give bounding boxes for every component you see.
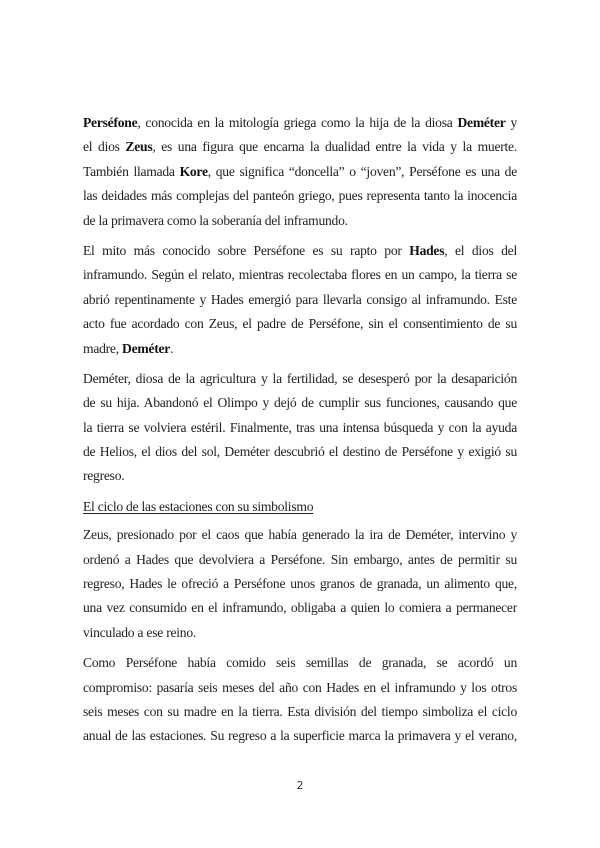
text-run: compromiso: pasaría seis meses del año con Hades en el inframundo y los otros bbox=[83, 679, 517, 695]
text-run: ordenó a Hades que devolviera a Perséfone. Sin embargo, antes de permitir su bbox=[83, 551, 517, 567]
text-run: , conocida en la mitología griega como la hija de la diosa bbox=[137, 115, 458, 130]
text-run: El mito más conocido sobre Perséfone es su rapto por bbox=[83, 242, 410, 258]
text-run: anual de las estaciones. Su regreso a la superficie marca la primavera y el verano, bbox=[83, 728, 517, 744]
bold-term: Perséfone bbox=[83, 115, 138, 130]
text-run: También llamada bbox=[83, 163, 180, 179]
text-line bbox=[83, 676, 517, 700]
text-line bbox=[83, 288, 517, 312]
text-line bbox=[83, 239, 517, 263]
bold-term: Hades bbox=[409, 242, 445, 258]
text-run: . bbox=[170, 340, 174, 356]
paragraph bbox=[83, 367, 517, 489]
text-line bbox=[83, 523, 517, 547]
text-line bbox=[83, 312, 517, 336]
section-heading-text: El ciclo de las estaciones con su simbolismo bbox=[83, 498, 314, 514]
bold-term: Zeus bbox=[125, 139, 153, 155]
bold-term: Deméter bbox=[122, 340, 171, 356]
paragraphs-after bbox=[83, 523, 517, 749]
paragraph bbox=[83, 523, 517, 645]
text-line bbox=[83, 621, 517, 645]
text-run: Deméter, diosa de la agricultura y la fertilidad, se desesperó por la desaparición bbox=[83, 370, 517, 386]
text-line bbox=[83, 367, 517, 391]
text-run: inframundo. Según el relato, mientras recolectaba flores en un campo, la tierra se bbox=[83, 267, 517, 283]
text-run: acto fue acordado con Zeus, el padre de Perséfone, sin el consentimiento de su bbox=[83, 316, 517, 332]
text-line bbox=[83, 263, 517, 287]
text-line bbox=[83, 548, 517, 572]
text-line bbox=[83, 596, 517, 620]
text-line bbox=[83, 391, 517, 415]
text-line bbox=[83, 135, 517, 159]
paragraph bbox=[83, 111, 517, 233]
page-number: 2 bbox=[296, 779, 304, 792]
text-run: vinculado a ese reino. bbox=[83, 624, 197, 640]
text-run: seis meses con su madre en la tierra. Esta división del tiempo simboliza el ciclo bbox=[83, 703, 517, 719]
text-run: regreso, Hades le ofreció a Perséfone unos granos de granada, un alimento que, bbox=[83, 576, 517, 592]
text-line bbox=[83, 724, 517, 748]
text-line bbox=[83, 440, 517, 464]
paragraphs-before bbox=[83, 111, 517, 489]
text-line bbox=[83, 700, 517, 724]
text-run: y bbox=[505, 115, 517, 130]
bold-term: Deméter bbox=[457, 115, 506, 130]
text-line bbox=[83, 160, 517, 184]
text-line bbox=[83, 464, 517, 488]
text-run: regreso. bbox=[83, 468, 125, 484]
text-line bbox=[83, 572, 517, 596]
section-heading bbox=[83, 495, 517, 519]
paragraph bbox=[83, 651, 517, 749]
text-run: Como Perséfone había comido seis semillas de granada, se acordó un bbox=[83, 655, 517, 671]
text-line bbox=[83, 184, 517, 208]
text-run: la tierra se volviera estéril. Finalmente, tras una intensa búsqueda y con la ayuda bbox=[83, 419, 517, 435]
paragraph bbox=[83, 239, 517, 361]
text-run: una vez consumido en el inframundo, obligaba a quien lo comiera a permanecer bbox=[83, 600, 517, 616]
text-line bbox=[83, 416, 517, 440]
text-line bbox=[83, 651, 517, 675]
text-run: las deidades más complejas del panteón griego, pues representa tanto la inocencia bbox=[83, 188, 517, 204]
text-run: de su hija. Abandonó el Olimpo y dejó de cumplir sus funciones, causando que bbox=[83, 395, 517, 411]
text-line bbox=[83, 111, 517, 135]
text-line bbox=[83, 209, 517, 233]
text-run: de Helios, el dios del sol, Deméter descubrió el destino de Perséfone y exigió su bbox=[83, 444, 517, 460]
text-run: abrió repentinamente y Hades emergió para llevarla consigo al inframundo. Este bbox=[83, 291, 517, 307]
bold-term: Kore bbox=[179, 163, 208, 179]
text-run: de la primavera como la soberanía del inframundo. bbox=[83, 212, 348, 228]
document-page bbox=[83, 111, 517, 755]
text-line bbox=[83, 337, 517, 361]
text-run: , el dios del bbox=[444, 242, 517, 258]
text-run: Zeus, presionado por el caos que había generado la ira de Deméter, intervino y bbox=[83, 527, 517, 543]
text-run: madre, bbox=[83, 340, 123, 356]
text-run: , es una figura que encarna la dualidad entre la vida y la muerte. bbox=[152, 139, 517, 155]
text-run: , que significa “doncella” o “joven”, Perséfone es una de bbox=[207, 163, 517, 179]
text-run: el dios bbox=[83, 139, 126, 155]
